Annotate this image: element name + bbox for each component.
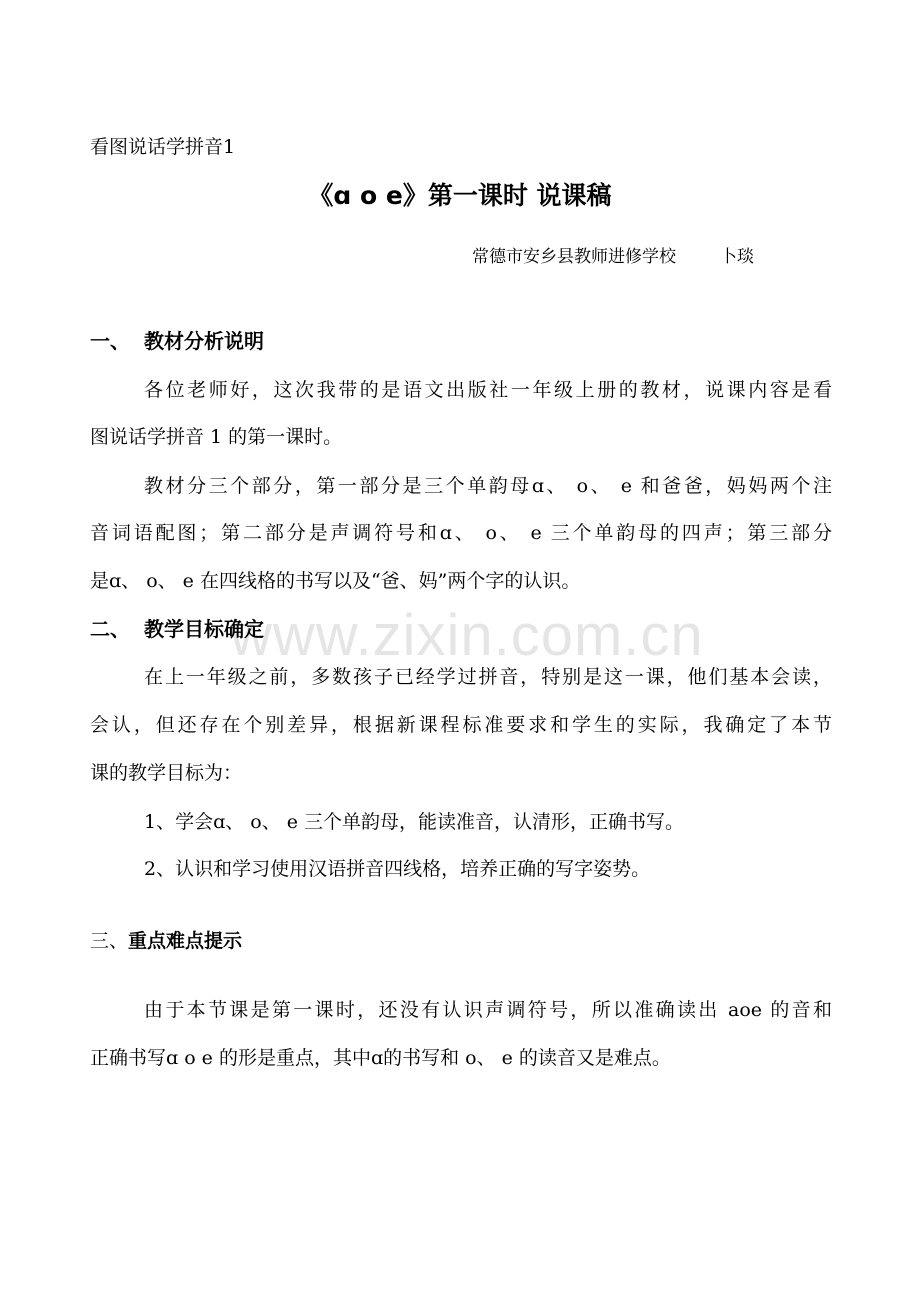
paragraph-line: 会认，但还存在个别差异，根据新课程标准要求和学生的实际，我确定了本节 — [90, 714, 832, 736]
list-item: 2、认识和学习使用汉语拼音四线格，培养正确的写字姿势。 — [144, 858, 651, 880]
watermark: www.zixin.com.cn — [230, 603, 704, 668]
paragraph-line: 正确书写ɑ o e 的形是重点，其中ɑ的书写和 o、 e 的读音又是难点。 — [90, 1047, 671, 1069]
section-number: 二、 — [90, 617, 130, 641]
author-line — [472, 245, 754, 269]
paragraph-line: 各位老师好，这次我带的是语文出版社一年级上册的教材，说课内容是看 — [144, 379, 832, 401]
section-title: 教材分析说明 — [144, 329, 264, 353]
paragraph-line: 在上一年级之前，多数孩子已经学过拼音，特别是这一课，他们基本会读， — [144, 666, 832, 688]
list-item: 1、学会ɑ、 o、 e 三个单韵母，能读准音，认清形，正确书写。 — [144, 811, 685, 833]
paragraph-line: 教材分三个部分，第一部分是三个单韵母ɑ、 o、 e 和爸爸，妈妈两个注 — [144, 475, 832, 497]
author-school: 常德市安乡县教师进修学校 — [472, 247, 676, 267]
section-title: 教学目标确定 — [144, 617, 264, 641]
paragraph-line: 图说话学拼音 1 的第一课时。 — [90, 426, 343, 448]
section-heading-1 — [90, 329, 264, 353]
author-name: 卜琰 — [720, 247, 754, 267]
document-title: 《ɑ o e》第一课时 说课稿 — [308, 181, 612, 210]
section-title: 重点难点提示 — [128, 930, 243, 952]
section-number: 一、 — [90, 329, 130, 353]
paragraph-line: 由于本节课是第一课时，还没有认识声调符号，所以准确读出 aoe 的音和 — [144, 999, 832, 1021]
top-label: 看图说话学拼音1 — [90, 136, 236, 158]
paragraph-line: 课的教学目标为： — [90, 762, 243, 784]
section-number: 三、 — [90, 930, 129, 952]
paragraph-line: 音词语配图；第二部分是声调符号和ɑ、 o、 e 三个单韵母的四声；第三部分 — [90, 522, 832, 544]
section-heading-3 — [90, 929, 242, 953]
paragraph-line: 是ɑ、 o、 e 在四线格的书写以及“爸、妈”两个字的认识。 — [90, 570, 581, 592]
